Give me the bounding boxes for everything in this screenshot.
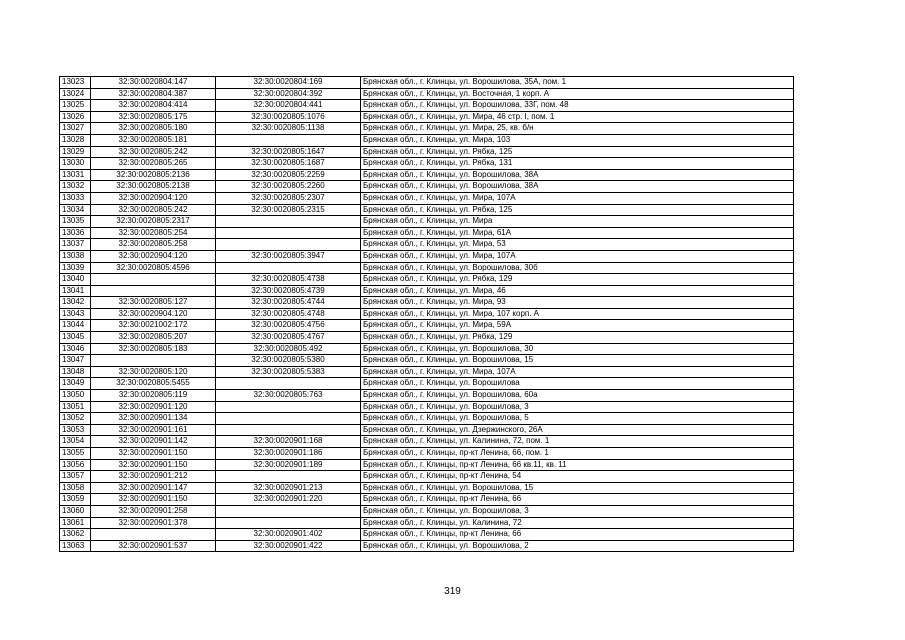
cell-cadastral-number: 32:30:0020901:212	[91, 471, 216, 483]
cell-cadastral-number: 32:30:0020805:265	[91, 158, 216, 170]
table-row	[60, 471, 794, 483]
cell-cadastral-number: 32:30:0020901:134	[91, 413, 216, 425]
cell-cadastral-number	[91, 529, 216, 541]
cell-cadastral-number-linked	[216, 471, 361, 483]
cell-cadastral-number-linked: 32:30:0020804:441	[216, 100, 361, 112]
cell-cadastral-number-linked	[216, 413, 361, 425]
cell-address: Брянская обл., г. Клинцы, ул. Рябка, 125	[361, 204, 794, 216]
cell-cadastral-number: 32:30:0020904:120	[91, 250, 216, 262]
cell-number: 13058	[60, 482, 91, 494]
table-row	[60, 436, 794, 448]
cell-number: 13043	[60, 308, 91, 320]
cell-cadastral-number: 32:30:0020805:2138	[91, 181, 216, 193]
table-row	[60, 88, 794, 100]
cell-cadastral-number-linked: 32:30:0020805:4739	[216, 285, 361, 297]
table-row	[60, 448, 794, 460]
cell-address: Брянская обл., г. Клинцы, ул. Ворошилова, 38А	[361, 181, 794, 193]
cell-address: Брянская обл., г. Клинцы, пр-кт Ленина, 54	[361, 471, 794, 483]
cell-cadastral-number: 32:30:0020901:150	[91, 448, 216, 460]
cell-address: Брянская обл., г. Клинцы, ул. Мира, 46 стр. I, пом. 1	[361, 111, 794, 123]
cell-number: 13055	[60, 448, 91, 460]
cell-cadastral-number-linked	[216, 239, 361, 251]
cell-cadastral-number-linked	[216, 424, 361, 436]
cell-cadastral-number-linked: 32:30:0020901:189	[216, 459, 361, 471]
cell-number: 13046	[60, 343, 91, 355]
cell-number: 13032	[60, 181, 91, 193]
cell-number: 13060	[60, 505, 91, 517]
table-row	[60, 366, 794, 378]
cell-cadastral-number: 32:30:0021002:172	[91, 320, 216, 332]
cell-number: 13038	[60, 250, 91, 262]
cell-address: Брянская обл., г. Клинцы, ул. Рябка, 125	[361, 146, 794, 158]
cell-cadastral-number: 32:30:0020805:5455	[91, 378, 216, 390]
cell-address: Брянская обл., г. Клинцы, ул. Мира, 61А	[361, 227, 794, 239]
cell-number: 13037	[60, 239, 91, 251]
table-row	[60, 540, 794, 552]
cell-number: 13061	[60, 517, 91, 529]
cell-number: 13052	[60, 413, 91, 425]
cell-address: Брянская обл., г. Клинцы, пр-кт Ленина, 66, пом. 1	[361, 448, 794, 460]
cell-cadastral-number-linked: 32:30:0020901:402	[216, 529, 361, 541]
cell-number: 13039	[60, 262, 91, 274]
table-row	[60, 413, 794, 425]
cell-cadastral-number: 32:30:0020901:150	[91, 494, 216, 506]
cell-number: 13025	[60, 100, 91, 112]
table-row	[60, 517, 794, 529]
cell-address: Брянская обл., г. Клинцы, ул. Мира, 46	[361, 285, 794, 297]
cell-cadastral-number: 32:30:0020805:120	[91, 366, 216, 378]
table-row	[60, 146, 794, 158]
cell-cadastral-number: 32:30:0020804:387	[91, 88, 216, 100]
cell-cadastral-number: 32:30:0020901:258	[91, 505, 216, 517]
cell-cadastral-number-linked	[216, 505, 361, 517]
cell-address: Брянская обл., г. Клинцы, ул. Мира, 53	[361, 239, 794, 251]
cell-number: 13045	[60, 332, 91, 344]
table-row	[60, 262, 794, 274]
cell-address: Брянская обл., г. Клинцы, ул. Калинина, 72, пом. 1	[361, 436, 794, 448]
cell-cadastral-number: 32:30:0020805:183	[91, 343, 216, 355]
cell-cadastral-number-linked: 32:30:0020805:1647	[216, 146, 361, 158]
table-row	[60, 134, 794, 146]
registry-table	[59, 76, 794, 552]
cell-address: Брянская обл., г. Клинцы, ул. Ворошилова, 15	[361, 355, 794, 367]
cell-cadastral-number: 32:30:0020805:242	[91, 204, 216, 216]
cell-cadastral-number-linked: 32:30:0020805:492	[216, 343, 361, 355]
table-row	[60, 401, 794, 413]
cell-address: Брянская обл., г. Клинцы, ул. Ворошилова, 35А, пом. 1	[361, 77, 794, 89]
cell-address: Брянская обл., г. Клинцы, пр-кт Ленина, 66 кв.11, кв. 11	[361, 459, 794, 471]
cell-cadastral-number: 32:30:0020901:150	[91, 459, 216, 471]
cell-address: Брянская обл., г. Клинцы, ул. Мира, 59А	[361, 320, 794, 332]
cell-address: Брянская обл., г. Клинцы, ул. Ворошилова, 33Г, пом. 48	[361, 100, 794, 112]
cell-number: 13047	[60, 355, 91, 367]
cell-cadastral-number: 32:30:0020901:537	[91, 540, 216, 552]
table-row	[60, 77, 794, 89]
cell-cadastral-number-linked: 32:30:0020805:2260	[216, 181, 361, 193]
cell-number: 13030	[60, 158, 91, 170]
cell-address: Брянская обл., г. Клинцы, пр-кт Ленина, 66	[361, 529, 794, 541]
cell-number: 13024	[60, 88, 91, 100]
cell-cadastral-number: 32:30:0020901:120	[91, 401, 216, 413]
cell-cadastral-number: 32:30:0020805:181	[91, 134, 216, 146]
table-row	[60, 529, 794, 541]
table-row	[60, 297, 794, 309]
cell-address: Брянская обл., г. Клинцы, ул. Ворошилова, 3	[361, 505, 794, 517]
cell-address: Брянская обл., г. Клинцы, ул. Калинина, 72	[361, 517, 794, 529]
cell-number: 13044	[60, 320, 91, 332]
cell-cadastral-number: 32:30:0020805:254	[91, 227, 216, 239]
table-row	[60, 285, 794, 297]
cell-cadastral-number: 32:30:0020901:142	[91, 436, 216, 448]
cell-cadastral-number: 32:30:0020805:2317	[91, 216, 216, 228]
cell-cadastral-number: 32:30:0020901:161	[91, 424, 216, 436]
cell-number: 13041	[60, 285, 91, 297]
cell-cadastral-number-linked	[216, 517, 361, 529]
cell-cadastral-number: 32:30:0020805:175	[91, 111, 216, 123]
cell-cadastral-number: 32:30:0020805:242	[91, 146, 216, 158]
table-row	[60, 332, 794, 344]
cell-address: Брянская обл., г. Клинцы, ул. Дзержинского, 26А	[361, 424, 794, 436]
cell-address: Брянская обл., г. Клинцы, ул. Мира, 107А	[361, 366, 794, 378]
cell-cadastral-number: 32:30:0020901:378	[91, 517, 216, 529]
cell-cadastral-number-linked: 32:30:0020901:168	[216, 436, 361, 448]
cell-address: Брянская обл., г. Клинцы, пр-кт Ленина, 66	[361, 494, 794, 506]
cell-cadastral-number: 32:30:0020804:414	[91, 100, 216, 112]
table-row	[60, 378, 794, 390]
cell-cadastral-number: 32:30:0020805:4596	[91, 262, 216, 274]
table-row	[60, 355, 794, 367]
cell-address: Брянская обл., г. Клинцы, ул. Ворошилова, 2	[361, 540, 794, 552]
cell-cadastral-number-linked	[216, 227, 361, 239]
cell-address: Брянская обл., г. Клинцы, ул. Мира, 107А	[361, 250, 794, 262]
cell-cadastral-number-linked: 32:30:0020805:4738	[216, 274, 361, 286]
cell-cadastral-number: 32:30:0020805:119	[91, 390, 216, 402]
cell-cadastral-number-linked: 32:30:0020805:5383	[216, 366, 361, 378]
page-number: 319	[444, 586, 461, 597]
cell-number: 13051	[60, 401, 91, 413]
cell-number: 13028	[60, 134, 91, 146]
table-row	[60, 204, 794, 216]
cell-number: 13036	[60, 227, 91, 239]
cell-cadastral-number-linked: 32:30:0020805:4748	[216, 308, 361, 320]
cell-cadastral-number: 32:30:0020904:120	[91, 192, 216, 204]
cell-cadastral-number	[91, 274, 216, 286]
cell-number: 13027	[60, 123, 91, 135]
cell-cadastral-number-linked	[216, 378, 361, 390]
cell-cadastral-number-linked	[216, 401, 361, 413]
cell-number: 13062	[60, 529, 91, 541]
cell-cadastral-number-linked: 32:30:0020805:3947	[216, 250, 361, 262]
table-row	[60, 343, 794, 355]
cell-address: Брянская обл., г. Клинцы, ул. Восточная, 1 корп. А	[361, 88, 794, 100]
cell-cadastral-number: 32:30:0020804:147	[91, 77, 216, 89]
cell-cadastral-number: 32:30:0020904:120	[91, 308, 216, 320]
cell-number: 13033	[60, 192, 91, 204]
cell-cadastral-number: 32:30:0020805:207	[91, 332, 216, 344]
cell-address: Брянская обл., г. Клинцы, ул. Мира, 25, кв. б/н	[361, 123, 794, 135]
cell-number: 13026	[60, 111, 91, 123]
cell-cadastral-number-linked: 32:30:0020901:186	[216, 448, 361, 460]
cell-number: 13049	[60, 378, 91, 390]
cell-cadastral-number-linked	[216, 262, 361, 274]
table-row	[60, 181, 794, 193]
cell-number: 13054	[60, 436, 91, 448]
table-row	[60, 274, 794, 286]
cell-number: 13029	[60, 146, 91, 158]
cell-cadastral-number-linked: 32:30:0020805:763	[216, 390, 361, 402]
registry-table-container	[59, 76, 794, 552]
cell-cadastral-number: 32:30:0020901:147	[91, 482, 216, 494]
cell-cadastral-number: 32:30:0020805:180	[91, 123, 216, 135]
cell-cadastral-number-linked: 32:30:0020805:1076	[216, 111, 361, 123]
cell-address: Брянская обл., г. Клинцы, ул. Мира, 93	[361, 297, 794, 309]
cell-cadastral-number-linked: 32:30:0020805:4756	[216, 320, 361, 332]
cell-cadastral-number-linked: 32:30:0020804:392	[216, 88, 361, 100]
cell-address: Брянская обл., г. Клинцы, ул. Ворошилова	[361, 378, 794, 390]
cell-number: 13023	[60, 77, 91, 89]
cell-cadastral-number-linked: 32:30:0020805:1138	[216, 123, 361, 135]
cell-address: Брянская обл., г. Клинцы, ул. Мира	[361, 216, 794, 228]
table-row	[60, 390, 794, 402]
cell-number: 13031	[60, 169, 91, 181]
cell-cadastral-number-linked: 32:30:0020901:220	[216, 494, 361, 506]
cell-address: Брянская обл., г. Клинцы, ул. Ворошилова, 30б	[361, 262, 794, 274]
cell-number: 13063	[60, 540, 91, 552]
cell-number: 13035	[60, 216, 91, 228]
cell-cadastral-number	[91, 355, 216, 367]
cell-address: Брянская обл., г. Клинцы, ул. Ворошилова, 38А	[361, 169, 794, 181]
cell-cadastral-number-linked: 32:30:0020805:5380	[216, 355, 361, 367]
cell-cadastral-number-linked: 32:30:0020901:213	[216, 482, 361, 494]
cell-cadastral-number-linked: 32:30:0020805:4744	[216, 297, 361, 309]
table-row	[60, 239, 794, 251]
cell-number: 13042	[60, 297, 91, 309]
cell-address: Брянская обл., г. Клинцы, ул. Ворошилова, 3	[361, 401, 794, 413]
table-row	[60, 308, 794, 320]
cell-number: 13040	[60, 274, 91, 286]
cell-number: 13034	[60, 204, 91, 216]
cell-address: Брянская обл., г. Клинцы, ул. Мира, 107А	[361, 192, 794, 204]
table-row	[60, 158, 794, 170]
table-row	[60, 123, 794, 135]
cell-address: Брянская обл., г. Клинцы, ул. Рябка, 129	[361, 332, 794, 344]
table-row	[60, 192, 794, 204]
cell-number: 13059	[60, 494, 91, 506]
cell-cadastral-number-linked	[216, 134, 361, 146]
cell-cadastral-number	[91, 285, 216, 297]
table-row	[60, 459, 794, 471]
cell-number: 13048	[60, 366, 91, 378]
table-row	[60, 424, 794, 436]
table-row	[60, 100, 794, 112]
cell-cadastral-number-linked: 32:30:0020805:4767	[216, 332, 361, 344]
cell-address: Брянская обл., г. Клинцы, ул. Ворошилова, 60а	[361, 390, 794, 402]
cell-address: Брянская обл., г. Клинцы, ул. Рябка, 131	[361, 158, 794, 170]
table-row	[60, 111, 794, 123]
cell-cadastral-number: 32:30:0020805:2136	[91, 169, 216, 181]
table-row	[60, 216, 794, 228]
cell-cadastral-number: 32:30:0020805:127	[91, 297, 216, 309]
cell-address: Брянская обл., г. Клинцы, ул. Ворошилова, 30	[361, 343, 794, 355]
cell-cadastral-number-linked: 32:30:0020805:2307	[216, 192, 361, 204]
cell-address: Брянская обл., г. Клинцы, ул. Ворошилова, 15	[361, 482, 794, 494]
cell-address: Брянская обл., г. Клинцы, ул. Мира, 103	[361, 134, 794, 146]
cell-cadastral-number-linked: 32:30:0020805:1687	[216, 158, 361, 170]
table-row	[60, 482, 794, 494]
cell-cadastral-number-linked: 32:30:0020804:169	[216, 77, 361, 89]
cell-address: Брянская обл., г. Клинцы, ул. Ворошилова, 5	[361, 413, 794, 425]
cell-cadastral-number: 32:30:0020805:258	[91, 239, 216, 251]
cell-cadastral-number-linked: 32:30:0020805:2259	[216, 169, 361, 181]
cell-cadastral-number-linked: 32:30:0020805:2315	[216, 204, 361, 216]
cell-address: Брянская обл., г. Клинцы, ул. Мира, 107 корп. А	[361, 308, 794, 320]
table-row	[60, 505, 794, 517]
table-row	[60, 169, 794, 181]
cell-number: 13056	[60, 459, 91, 471]
table-row	[60, 320, 794, 332]
cell-number: 13050	[60, 390, 91, 402]
cell-number: 13053	[60, 424, 91, 436]
cell-cadastral-number-linked: 32:30:0020901:422	[216, 540, 361, 552]
table-row	[60, 250, 794, 262]
table-row	[60, 227, 794, 239]
table-row	[60, 494, 794, 506]
table-body	[60, 77, 794, 552]
cell-address: Брянская обл., г. Клинцы, ул. Рябка, 129	[361, 274, 794, 286]
cell-cadastral-number-linked	[216, 216, 361, 228]
cell-number: 13057	[60, 471, 91, 483]
